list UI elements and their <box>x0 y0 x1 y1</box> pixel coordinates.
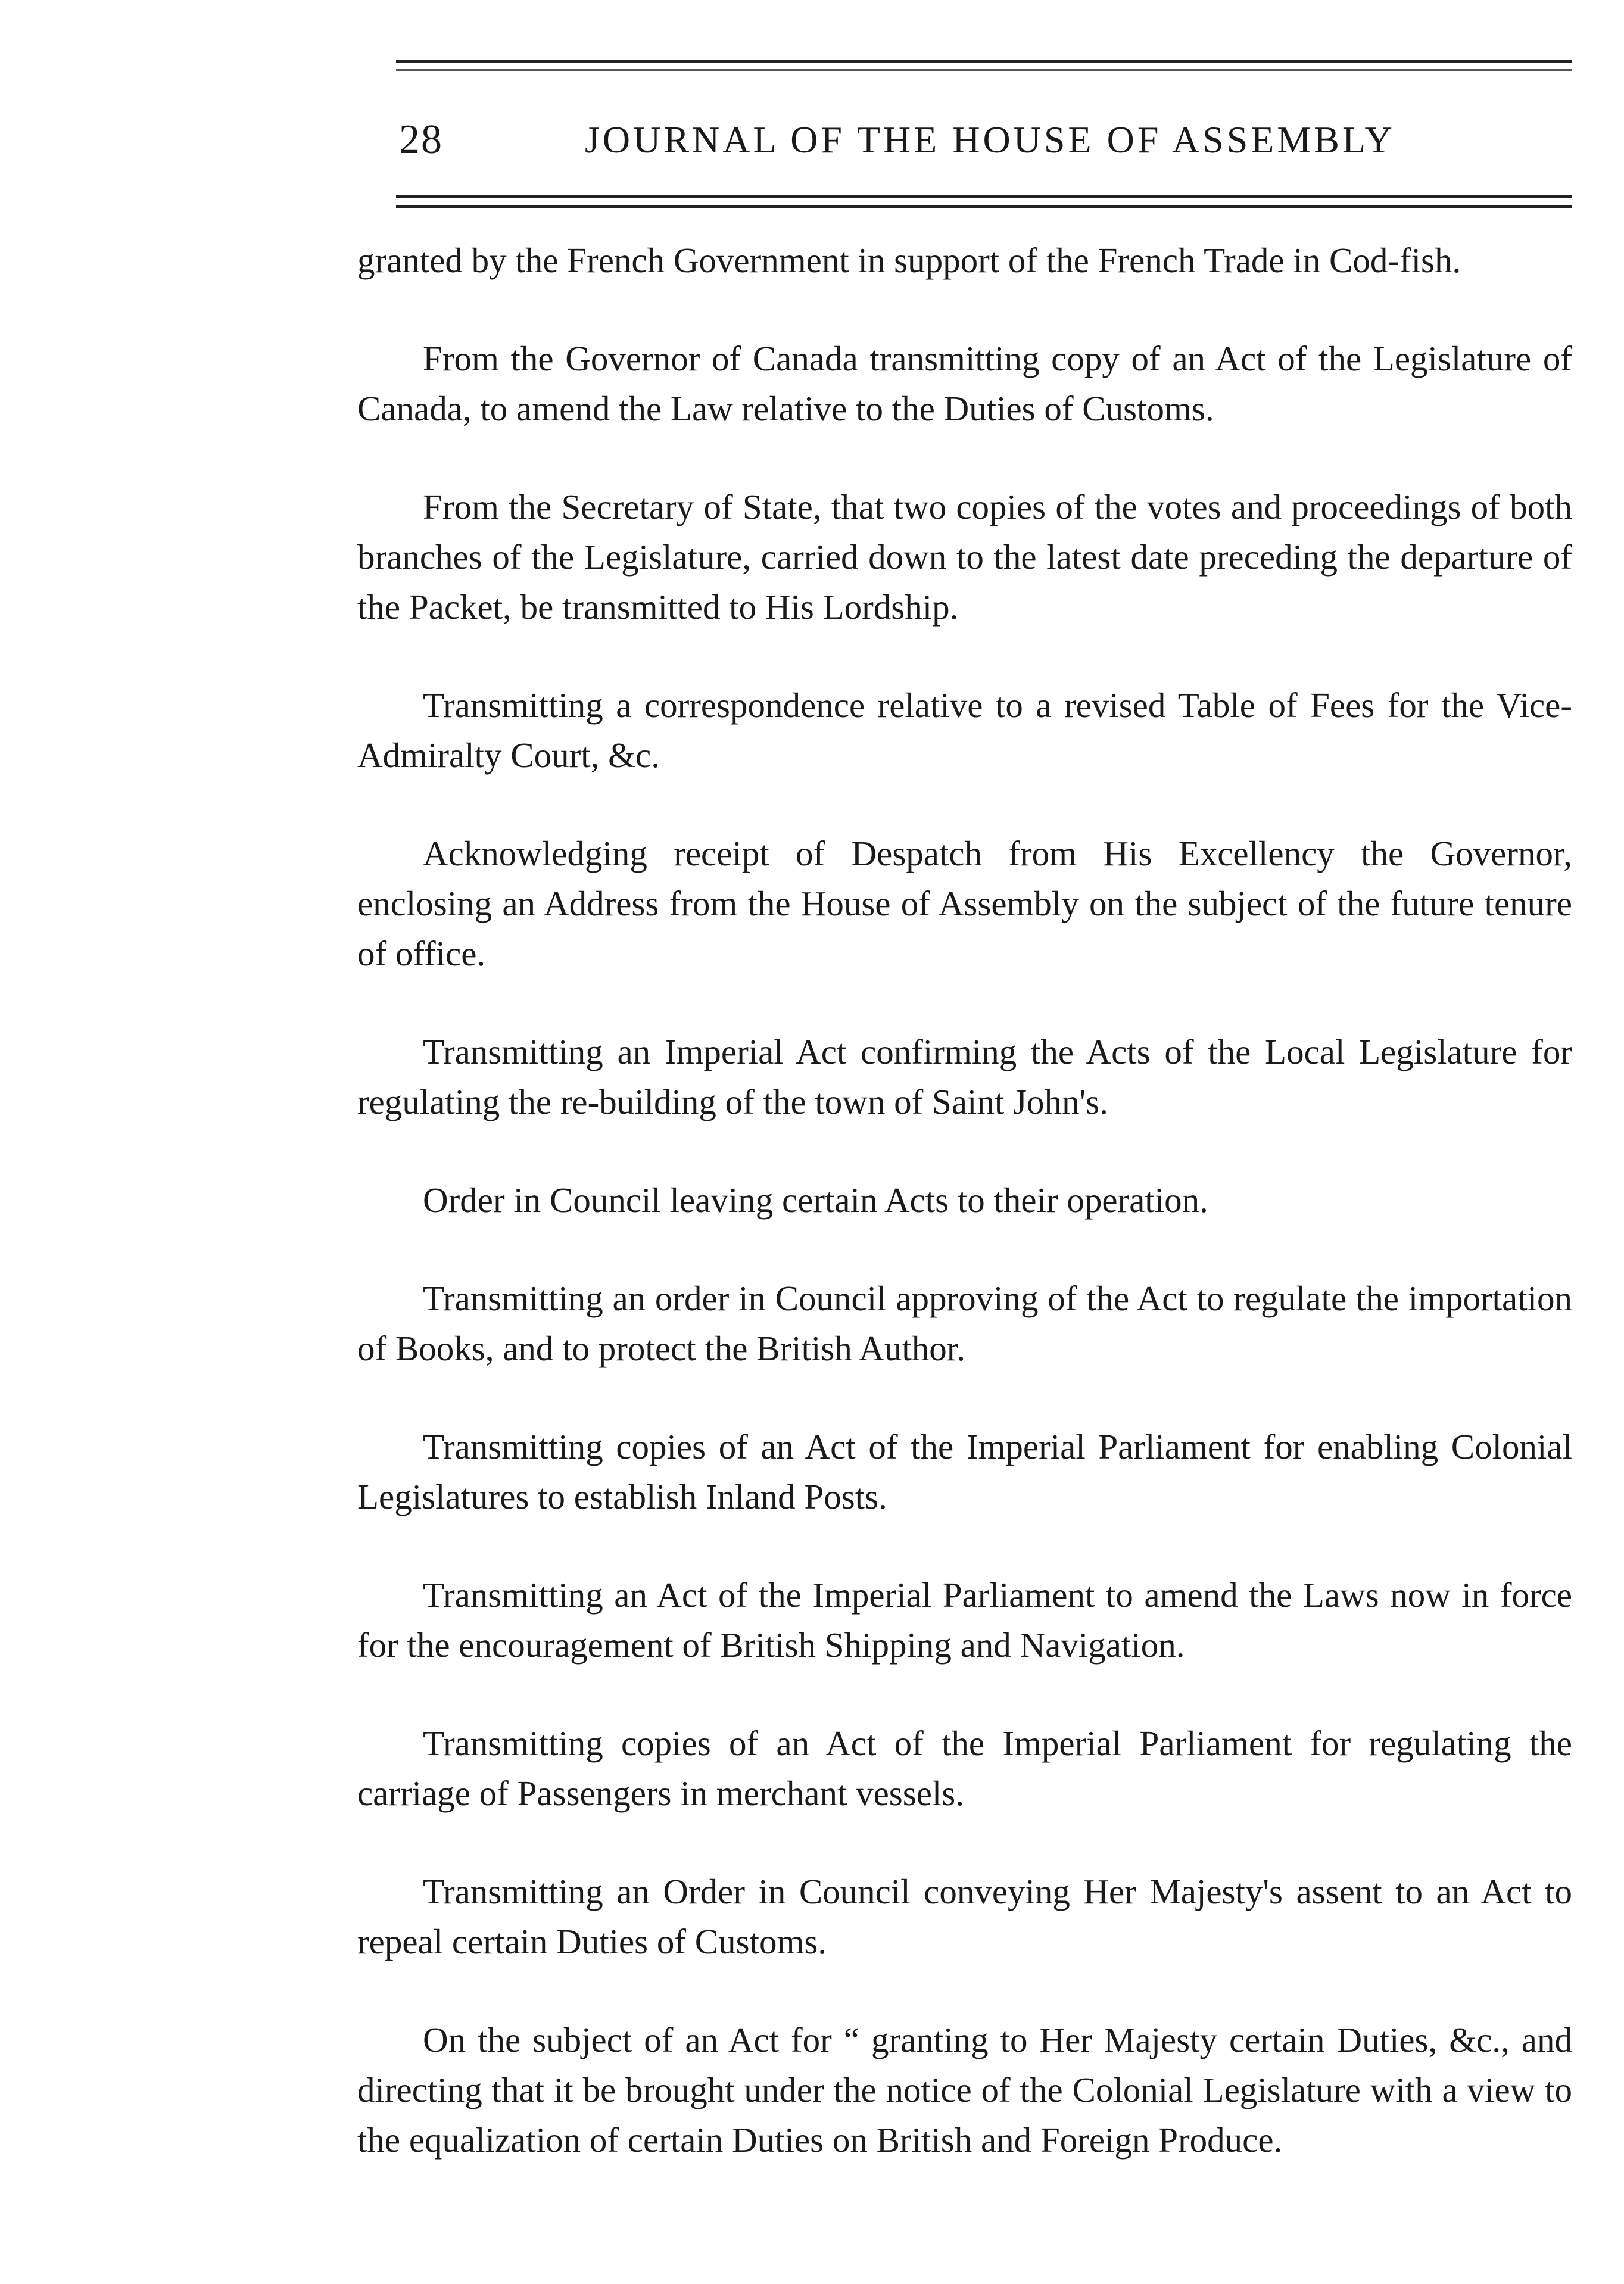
paragraph-vice-admiralty-fees: Transmitting a correspondence relative to a revised Table of Fees for the Vice-Admiralty Court, &c. <box>357 685 1572 775</box>
paragraph-continuation: granted by the French Government in support of the French Trade in Cod-fish. <box>357 241 1461 280</box>
paragraph-passengers: Transmitting copies of an Act of the Imperial Parliament for regulating the carriage of Passengers in merchant vessels. <box>357 1724 1572 1813</box>
paragraph-repeal-duties: Transmitting an Order in Council conveying Her Majesty's assent to an Act to repeal certain Duties of Customs. <box>357 1872 1572 1961</box>
body-text <box>357 235 1572 2213</box>
running-title: JOURNAL OF THE HOUSE OF ASSEMBLY <box>585 119 1395 161</box>
top-rule-thin <box>396 69 1572 71</box>
paragraph-saint-johns-rebuilding: Transmitting an Imperial Act confirming the Acts of the Local Legislature for regulating the re-building of the town of Saint John's. <box>357 1032 1572 1121</box>
paragraph-votes-proceedings: From the Secretary of State, that two copies of the votes and proceedings of both branches of the Legislature, carried down to the latest date preceding the departure of the Packet, be transmitted to His Lordship. <box>357 487 1572 627</box>
header-rule-upper <box>396 195 1572 198</box>
paragraph-order-in-council: Order in Council leaving certain Acts to their operation. <box>423 1180 1208 1220</box>
top-rule <box>396 60 1572 63</box>
paragraph-tenure-of-office: Acknowledging receipt of Despatch from His Excellency the Governor, enclosing an Address from the House of Assembly on the subject of the future tenure of office. <box>357 834 1572 973</box>
paragraph-importation-of-books: Transmitting an order in Council approving of the Act to regulate the importation of Books, and to protect the British Author. <box>357 1279 1572 1368</box>
paragraph-inland-posts: Transmitting copies of an Act of the Imperial Parliament for enabling Colonial Legislatures to establish Inland Posts. <box>357 1427 1572 1516</box>
paragraph-british-shipping: Transmitting an Act of the Imperial Parliament to amend the Laws now in force for the encouragement of British Shipping and Navigation. <box>357 1575 1572 1665</box>
page-header <box>399 107 1572 173</box>
paragraph-canada-customs: From the Governor of Canada transmitting copy of an Act of the Legislature of Canada, to amend the Law relative to the Duties of Customs. <box>357 339 1572 428</box>
page-number: 28 <box>399 117 443 163</box>
header-rule-lower <box>396 205 1572 208</box>
paragraph-equalization-duties: On the subject of an Act for “ granting to Her Majesty certain Duties, &c., and directing that it be brought under the notice of the Colonial Legislature with a view to the equalization of certain Duties on British and Foreign Produce. <box>357 2020 1572 2160</box>
